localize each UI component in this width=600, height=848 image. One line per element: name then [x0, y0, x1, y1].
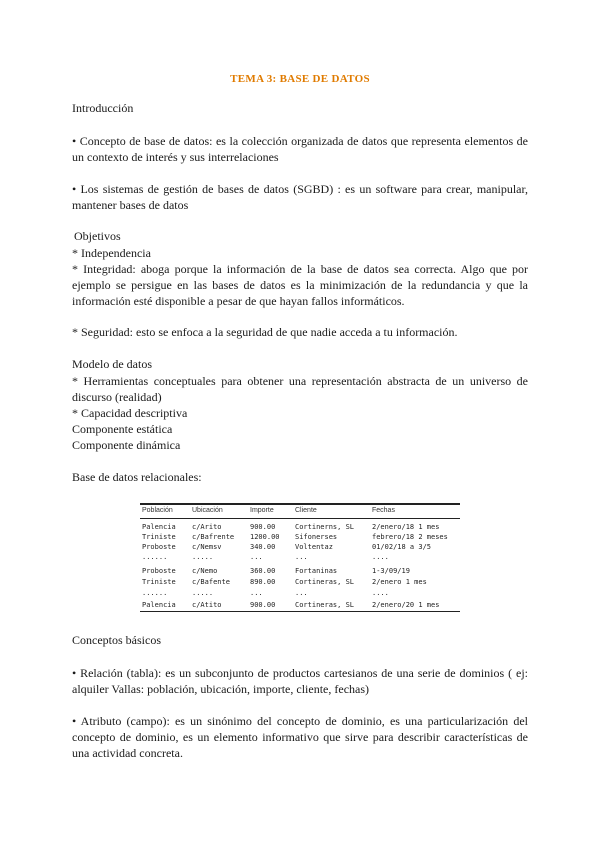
cell-ubicacion: c/Bafrente — [192, 533, 235, 541]
table-row — [140, 588, 460, 598]
cell-cliente: Cortineras, SL — [295, 578, 355, 586]
cell-fechas: febrero/18 2 meses — [372, 533, 448, 541]
table-row — [140, 532, 460, 542]
table-row — [140, 542, 460, 552]
cell-cliente: Sifonerses — [295, 533, 338, 541]
cell-cliente: Cortinerns, SL — [295, 523, 355, 531]
table-header-row — [140, 506, 460, 516]
cell-ubicacion: c/Nemo — [192, 567, 218, 575]
table-row — [140, 552, 460, 562]
cell-fechas: .... — [372, 553, 389, 561]
cell-poblacion: Triniste — [142, 578, 176, 586]
cell-poblacion: Proboste — [142, 567, 176, 575]
cell-ubicacion: c/Bafente — [192, 578, 230, 586]
table-header-rule — [140, 518, 460, 519]
cell-importe: ... — [250, 553, 263, 561]
header-fechas: Fechas — [372, 507, 395, 514]
cell-importe: 890.00 — [250, 578, 276, 586]
cell-ubicacion: ..... — [192, 589, 214, 597]
objetivos-heading: Objetivos — [74, 229, 121, 243]
cell-cliente: ... — [295, 589, 308, 597]
relacional-heading: Base de datos relacionales: — [72, 470, 202, 484]
cell-fechas: 2/enero/18 1 mes — [372, 523, 440, 531]
bullet-concepto: • Concepto de base de datos: es la colección organizada de datos que representa elementos de un contexto de interés y sus interrelaciones — [72, 134, 528, 164]
bullet-atributo: • Atributo (campo): es un sinónimo del concepto de dominio, es una particularización del concepto de dominio, es un elemento informativo que sirve para describir características de una actividad concreta. — [72, 714, 528, 760]
cell-poblacion: Palencia — [142, 523, 176, 531]
table-row — [140, 577, 460, 587]
header-cliente: Cliente — [295, 507, 317, 514]
cell-importe: 360.00 — [250, 567, 276, 575]
cell-poblacion: Triniste — [142, 533, 176, 541]
table-bottom-rule — [140, 611, 460, 612]
table-row — [140, 522, 460, 532]
objetivo-seguridad: * Seguridad: esto se enfoca a la seguridad de que nadie acceda a tu información. — [72, 325, 458, 339]
cell-cliente: Fortaninas — [295, 567, 338, 575]
modelo-heading: Modelo de datos — [72, 357, 152, 371]
cell-ubicacion: c/Atito — [192, 601, 222, 609]
cell-cliente: ... — [295, 553, 308, 561]
cell-poblacion: Proboste — [142, 543, 176, 551]
cell-ubicacion: ..... — [192, 553, 214, 561]
header-importe: Importe — [250, 507, 274, 514]
conceptos-heading: Conceptos básicos — [72, 633, 161, 647]
bullet-sgbd: • Los sistemas de gestión de bases de datos (SGBD) : es un software para crear, manipular, mantener bases de datos — [72, 182, 528, 212]
modelo-capacidad: * Capacidad descriptiva — [72, 406, 188, 420]
bullet-relacion: • Relación (tabla): es un subconjunto de productos cartesianos de una serie de dominios ( ej: alquiler Vallas: población, ubicación, importe, cliente, fechas) — [72, 666, 528, 696]
relational-table — [140, 500, 460, 612]
cell-poblacion: Palencia — [142, 601, 176, 609]
cell-ubicacion: c/Nemsv — [192, 543, 222, 551]
cell-importe: 900.00 — [250, 523, 276, 531]
cell-fechas: .... — [372, 589, 389, 597]
cell-ubicacion: c/Arito — [192, 523, 222, 531]
header-poblacion: Población — [142, 507, 173, 514]
modelo-dinamica: Componente dinámica — [72, 438, 181, 452]
intro-heading: Introducción — [72, 101, 134, 115]
objetivo-integridad: * Integridad: aboga porque la información de la base de datos sea correcta. Algo que por ejemplo se persigue en las bases de datos es la minimización de la redundancia y que la información esté disponible a pesar de que hayan fallos informáticos. — [72, 262, 528, 308]
cell-fechas: 2/enero/20 1 mes — [372, 601, 440, 609]
document-title: TEMA 3: BASE DE DATOS — [230, 73, 370, 85]
modelo-herramientas: * Herramientas conceptuales para obtener una representación abstracta de un universo de discurso (realidad) — [72, 374, 528, 404]
cell-cliente: Voltentaz — [295, 543, 333, 551]
cell-importe: 340.00 — [250, 543, 276, 551]
cell-importe: ... — [250, 589, 263, 597]
cell-fechas: 01/02/18 a 3/5 — [372, 543, 432, 551]
cell-poblacion: ...... — [142, 589, 168, 597]
cell-cliente: Cortineras, SL — [295, 601, 355, 609]
cell-importe: 1200.00 — [250, 533, 280, 541]
header-ubicacion: Ubicación — [192, 507, 223, 514]
table-row — [140, 600, 460, 610]
modelo-estatica: Componente estática — [72, 422, 173, 436]
table-top-rule — [140, 503, 460, 505]
cell-importe: 900.00 — [250, 601, 276, 609]
cell-fechas: 1-3/09/19 — [372, 567, 410, 575]
objetivo-independencia: * Independencia — [72, 246, 151, 260]
cell-fechas: 2/enero 1 mes — [372, 578, 427, 586]
table-row — [140, 566, 460, 576]
cell-poblacion: ...... — [142, 553, 168, 561]
